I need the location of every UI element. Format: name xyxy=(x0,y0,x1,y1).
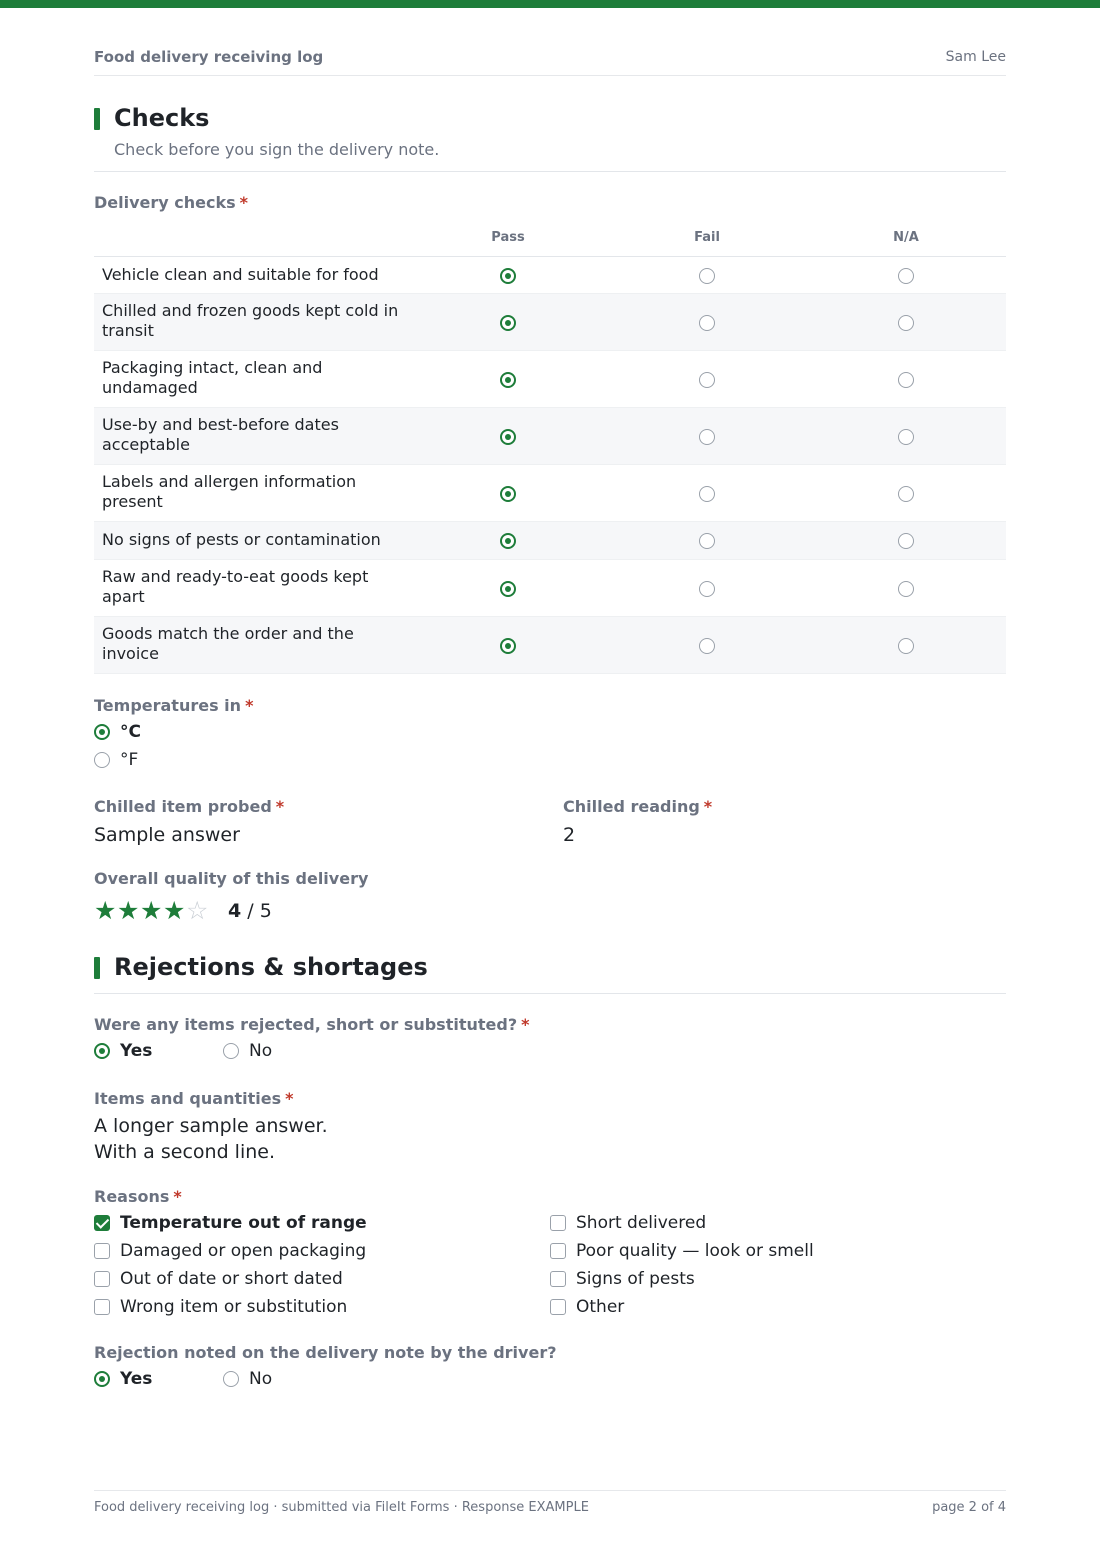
form-title: Food delivery receiving log xyxy=(94,48,324,66)
noted-no-option[interactable] xyxy=(223,1368,323,1390)
option-label: Out of date or short dated xyxy=(120,1269,343,1289)
checkbox-unchecked[interactable] xyxy=(94,1299,110,1315)
rejected-no-option[interactable] xyxy=(223,1040,323,1062)
radio-fail[interactable] xyxy=(699,372,715,388)
check-row xyxy=(94,257,1006,294)
page-header xyxy=(94,48,1006,76)
radio-na[interactable] xyxy=(898,486,914,502)
radio-pass-selected[interactable] xyxy=(500,581,516,597)
option-label: Yes xyxy=(120,1041,153,1061)
quality-label: Overall quality of this delivery xyxy=(94,869,369,888)
radio-unselected[interactable] xyxy=(94,752,110,768)
checkbox-unchecked[interactable] xyxy=(550,1299,566,1315)
rating-value: 4 / 5 xyxy=(228,900,272,922)
option-label: No xyxy=(249,1369,273,1389)
star-filled-icon[interactable]: ★ xyxy=(163,896,186,925)
radio-fail[interactable] xyxy=(699,486,715,502)
radio-pass-selected[interactable] xyxy=(500,315,516,331)
column-fail: Fail xyxy=(694,230,720,245)
rejected-question-label: Were any items rejected, short or substituted? * xyxy=(94,1015,530,1034)
check-row-label: Vehicle clean and suitable for food xyxy=(102,265,379,284)
rejections-section-header xyxy=(94,955,1006,994)
option-label: Poor quality — look or smell xyxy=(576,1241,814,1261)
check-row xyxy=(94,560,1006,617)
section-subtitle: Check before you sign the delivery note. xyxy=(114,140,440,159)
page-footer xyxy=(94,1490,1006,1515)
delivery-checks-grid xyxy=(94,225,1006,674)
radio-na[interactable] xyxy=(898,581,914,597)
reason-option[interactable] xyxy=(94,1212,494,1234)
option-label: °F xyxy=(120,750,139,770)
check-row xyxy=(94,617,1006,674)
radio-selected[interactable] xyxy=(94,724,110,740)
radio-fail[interactable] xyxy=(699,638,715,654)
star-empty-icon[interactable]: ☆ xyxy=(186,896,209,925)
check-row-label: No signs of pests or contamination xyxy=(102,530,381,549)
option-label: Signs of pests xyxy=(576,1269,695,1289)
check-row-label: Labels and allergen information present xyxy=(102,472,357,511)
radio-na[interactable] xyxy=(898,315,914,331)
chilled-reading-label: Chilled reading * xyxy=(563,797,713,816)
top-accent-bar xyxy=(0,0,1100,8)
option-label: Damaged or open packaging xyxy=(120,1241,367,1261)
check-row xyxy=(94,408,1006,465)
section-marker xyxy=(94,108,100,130)
radio-na[interactable] xyxy=(898,533,914,549)
check-row-label: Raw and ready-to-eat goods kept apart xyxy=(102,567,369,606)
star-filled-icon[interactable]: ★ xyxy=(117,896,140,925)
section-marker xyxy=(94,957,100,979)
option-label: Other xyxy=(576,1297,625,1317)
option-label: Wrong item or substitution xyxy=(120,1297,348,1317)
check-row-label: Use-by and best-before dates acceptable xyxy=(102,415,339,454)
reasons-label: Reasons * xyxy=(94,1187,182,1206)
radio-unselected[interactable] xyxy=(223,1043,239,1059)
items-label: Items and quantities * xyxy=(94,1089,294,1108)
radio-na[interactable] xyxy=(898,372,914,388)
radio-pass-selected[interactable] xyxy=(500,429,516,445)
section-title: Rejections & shortages xyxy=(114,953,428,981)
star-filled-icon[interactable]: ★ xyxy=(140,896,163,925)
checkbox-unchecked[interactable] xyxy=(550,1271,566,1287)
radio-fail[interactable] xyxy=(699,581,715,597)
checkbox-unchecked[interactable] xyxy=(94,1243,110,1259)
radio-na[interactable] xyxy=(898,429,914,445)
option-label: No xyxy=(249,1041,273,1061)
option-label: Temperature out of range xyxy=(120,1213,367,1233)
check-row-label: Chilled and frozen goods kept cold in transit xyxy=(102,301,399,340)
noted-yes-option[interactable] xyxy=(94,1368,194,1390)
radio-selected[interactable] xyxy=(94,1371,110,1387)
option-label: Yes xyxy=(120,1369,153,1389)
reason-option[interactable] xyxy=(550,1212,950,1234)
column-pass: Pass xyxy=(491,230,525,245)
radio-na[interactable] xyxy=(898,268,914,284)
section-title: Checks xyxy=(114,104,210,132)
reason-option[interactable] xyxy=(550,1240,950,1262)
reason-option[interactable] xyxy=(94,1240,494,1262)
radio-pass-selected[interactable] xyxy=(500,486,516,502)
chilled-item-answer: Sample answer xyxy=(94,824,240,846)
radio-pass-selected[interactable] xyxy=(500,268,516,284)
chilled-reading-answer: 2 xyxy=(563,824,576,846)
delivery-checks-label: Delivery checks * xyxy=(94,193,249,212)
chilled-item-label: Chilled item probed * xyxy=(94,797,285,816)
grid-header xyxy=(94,225,1006,257)
footer-info: Food delivery receiving log · submitted via FileIt Forms · Response EXAMPLE xyxy=(94,1500,589,1515)
check-row xyxy=(94,294,1006,351)
items-answer-line-1: A longer sample answer. xyxy=(94,1115,328,1137)
check-row xyxy=(94,351,1006,408)
radio-unselected[interactable] xyxy=(223,1371,239,1387)
reason-option[interactable] xyxy=(94,1296,494,1318)
check-row-label: Packaging intact, clean and undamaged xyxy=(102,358,323,397)
checks-section-header xyxy=(94,106,1006,172)
user-name: Sam Lee xyxy=(945,49,1006,65)
temperatures-label: Temperatures in * xyxy=(94,696,254,715)
radio-fail[interactable] xyxy=(699,429,715,445)
noted-question-label: Rejection noted on the delivery note by the driver? xyxy=(94,1343,557,1362)
check-row xyxy=(94,465,1006,522)
items-answer-line-2: With a second line. xyxy=(94,1141,275,1163)
rejected-yes-option[interactable] xyxy=(94,1040,194,1062)
radio-pass-selected[interactable] xyxy=(500,533,516,549)
radio-pass-selected[interactable] xyxy=(500,372,516,388)
checkbox-unchecked[interactable] xyxy=(550,1215,566,1231)
radio-pass-selected[interactable] xyxy=(500,638,516,654)
radio-fail[interactable] xyxy=(699,533,715,549)
column-na: N/A xyxy=(893,230,919,245)
temp-option-fahrenheit[interactable] xyxy=(94,749,214,771)
check-row xyxy=(94,522,1006,560)
page-number: page 2 of 4 xyxy=(932,1500,1006,1515)
temp-option-celsius[interactable] xyxy=(94,721,214,743)
reason-option[interactable] xyxy=(94,1268,494,1290)
star-filled-icon[interactable]: ★ xyxy=(94,896,117,925)
radio-fail[interactable] xyxy=(699,268,715,284)
radio-fail[interactable] xyxy=(699,315,715,331)
reason-option[interactable] xyxy=(550,1296,950,1318)
option-label: °C xyxy=(120,722,141,742)
check-row-label: Goods match the order and the invoice xyxy=(102,624,354,663)
radio-na[interactable] xyxy=(898,638,914,654)
radio-selected[interactable] xyxy=(94,1043,110,1059)
reason-option[interactable] xyxy=(550,1268,950,1290)
option-label: Short delivered xyxy=(576,1213,707,1233)
checkbox-unchecked[interactable] xyxy=(550,1243,566,1259)
checkbox-unchecked[interactable] xyxy=(94,1271,110,1287)
checkbox-checked[interactable] xyxy=(94,1215,110,1231)
